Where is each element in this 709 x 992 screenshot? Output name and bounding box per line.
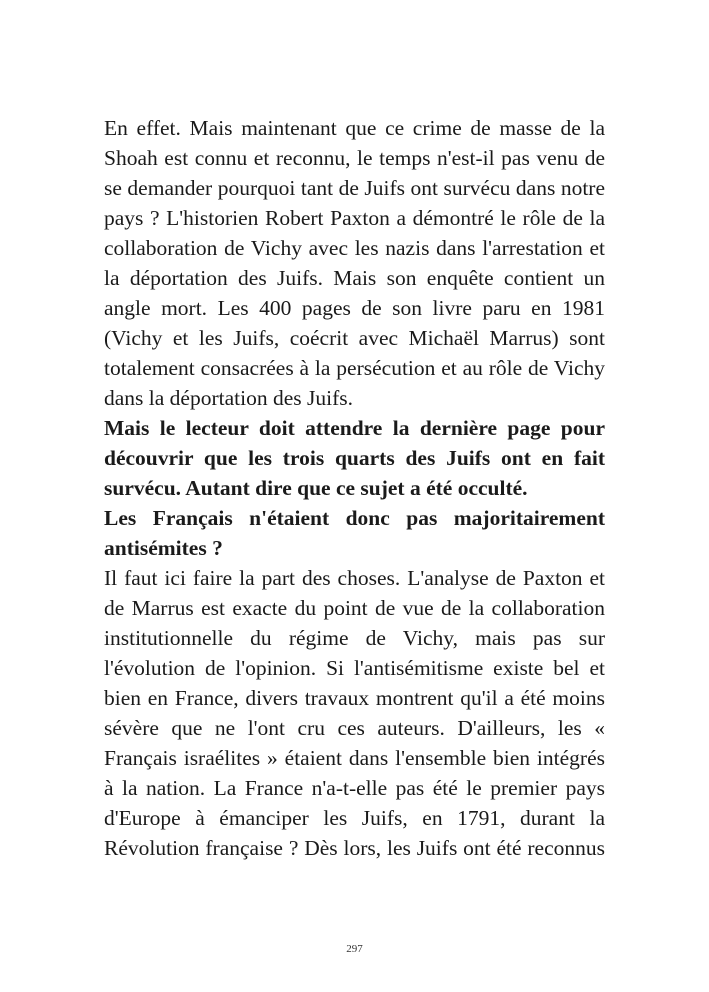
paragraph-answer: Il faut ici faire la part des choses. L'analyse de Paxton et de Marrus est exacte du point de vue de la collaboration institutionnelle du régime de Vichy, mais pas sur l'évolution de l'opinion. Si l'antisémitisme existe bel et bien en France, divers travaux montrent qu'il a été moins sévère que ne l'ont cru ces auteurs. D'ailleurs, les « Français israélites » étaient dans l'ensemble bien intégrés à la nation. La France n'a-t-elle pas été le premier pays d'Europe à émanciper les Juifs, en 1791, durant la Révolution française ? Dès lors, les Juifs ont été reconnus <box>104 566 605 860</box>
paragraph-intro: En effet. Mais maintenant que ce crime de masse de la Shoah est connu et reconnu, le temps n'est-il pas venu de se demander pourquoi tant de Juifs ont survécu dans notre pays ? L'historien Robert Paxton a démontré le rôle de la collaboration de Vichy avec les nazis dans l'arrestation et la déportation des Juifs. Mais son enquête contient un angle mort. Les 400 pages de son livre paru en 1981 (Vichy et les Juifs, coécrit avec Michaël Marrus) sont totalement consacrées à la persécution et au rôle de Vichy dans la déportation des Juifs. <box>104 116 605 410</box>
body-text <box>104 113 605 863</box>
page-number: 297 <box>346 943 363 955</box>
paragraph-question-antisemitism: Les Français n'étaient donc pas majoritairement antisémites ? <box>104 506 605 560</box>
paragraph-question-reader: Mais le lecteur doit attendre la dernière page pour découvrir que les trois quarts des Juifs ont en fait survécu. Autant dire que ce sujet a été occulté. <box>104 416 605 500</box>
